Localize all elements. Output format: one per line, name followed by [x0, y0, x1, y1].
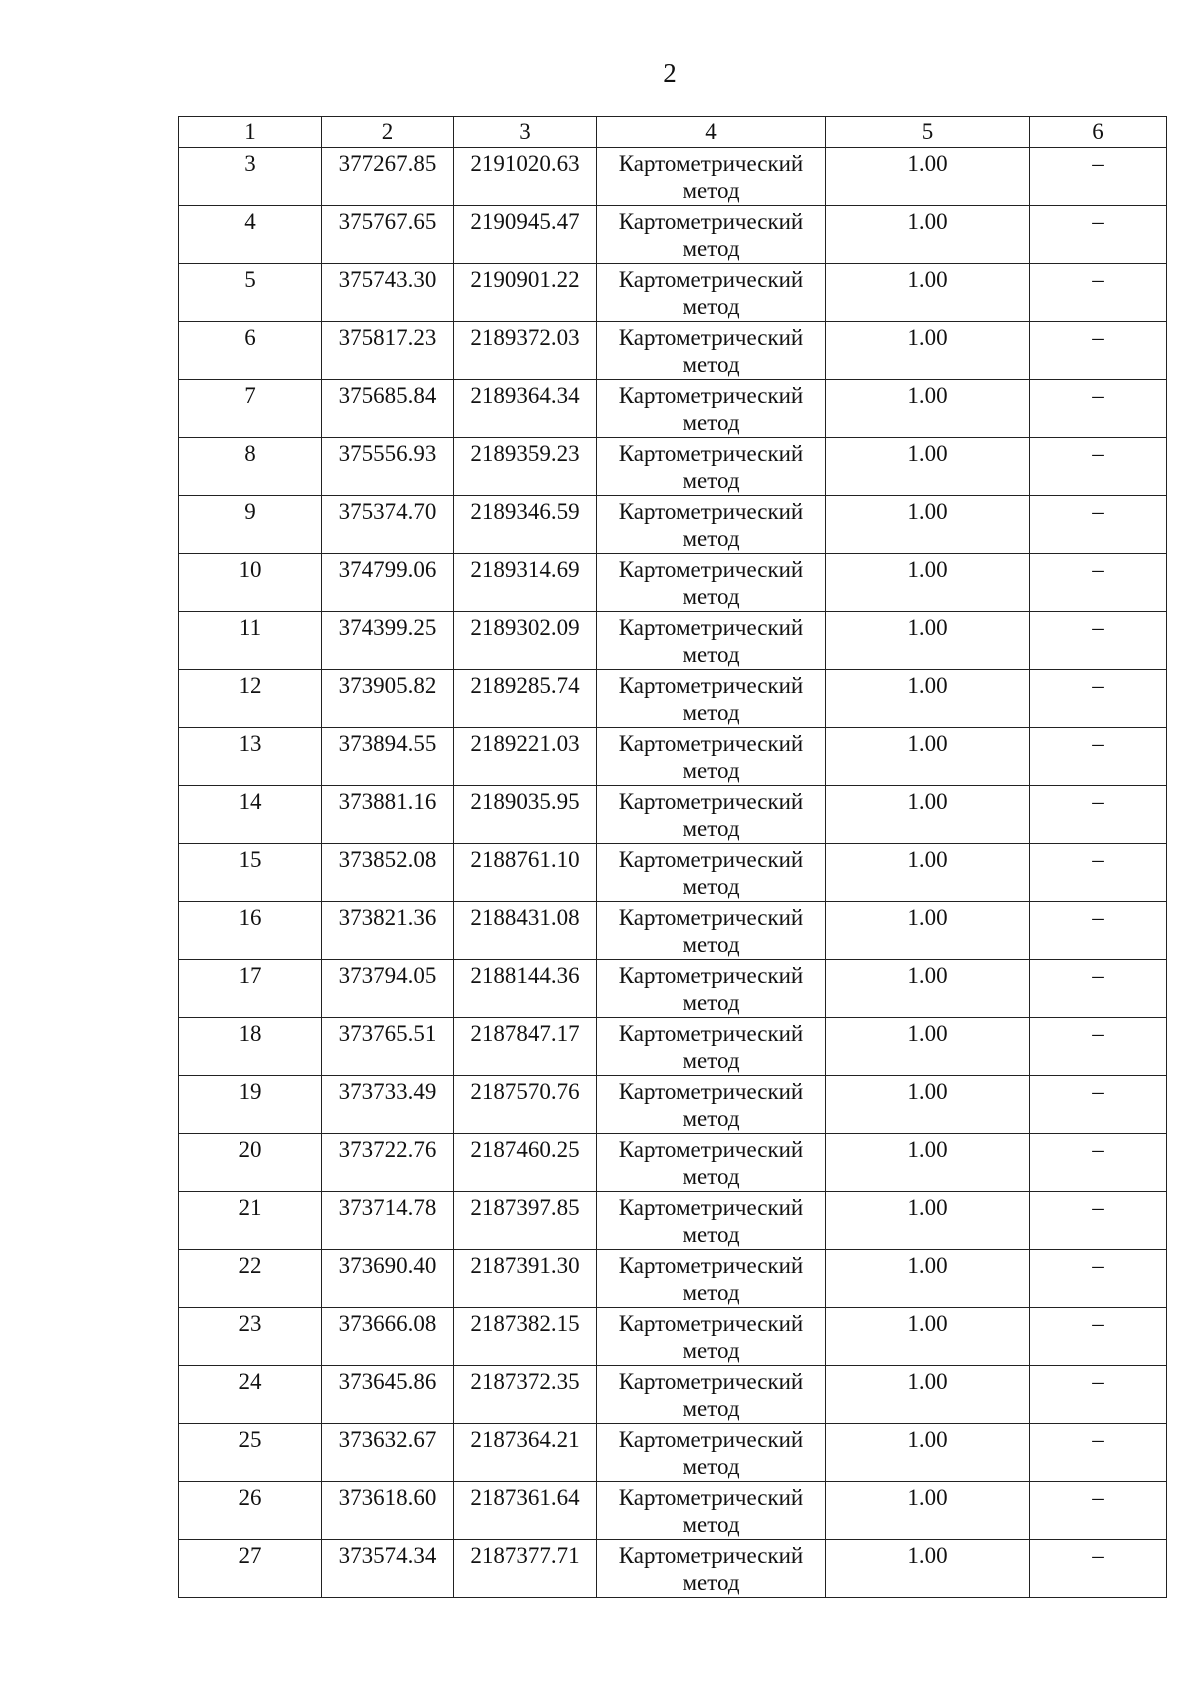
- accuracy-cell: 1.00: [826, 786, 1030, 844]
- y-coordinate-cell: 2187364.21: [454, 1424, 597, 1482]
- method-line-2: метод: [682, 468, 740, 493]
- accuracy-cell: 1.00: [826, 380, 1030, 438]
- x-coordinate-cell: 373821.36: [322, 902, 454, 960]
- method-line-2: метод: [682, 990, 740, 1015]
- accuracy-cell: 1.00: [826, 264, 1030, 322]
- note-cell: –: [1030, 1018, 1167, 1076]
- point-number-cell: 5: [179, 264, 322, 322]
- method-line-1: Картометрический: [618, 673, 804, 698]
- y-coordinate-cell: 2188144.36: [454, 960, 597, 1018]
- table-body: [179, 148, 1167, 1598]
- x-coordinate-cell: 373852.08: [322, 844, 454, 902]
- method-cell: [597, 728, 826, 786]
- method-cell: [597, 554, 826, 612]
- note-cell: –: [1030, 206, 1167, 264]
- x-coordinate-cell: 375767.65: [322, 206, 454, 264]
- method-line-2: метод: [682, 1570, 740, 1595]
- y-coordinate-cell: 2187570.76: [454, 1076, 597, 1134]
- point-number-cell: 24: [179, 1366, 322, 1424]
- method-line-1: Картометрический: [618, 1311, 804, 1336]
- method-line-1: Картометрический: [618, 1485, 804, 1510]
- y-coordinate-cell: 2187377.71: [454, 1540, 597, 1598]
- x-coordinate-cell: 373645.86: [322, 1366, 454, 1424]
- method-line-1: Картометрический: [618, 731, 804, 756]
- note-cell: –: [1030, 496, 1167, 554]
- method-line-2: метод: [682, 1338, 740, 1363]
- table-row: [179, 670, 1167, 728]
- point-number-cell: 26: [179, 1482, 322, 1540]
- y-coordinate-cell: 2190945.47: [454, 206, 597, 264]
- note-cell: –: [1030, 786, 1167, 844]
- x-coordinate-cell: 373733.49: [322, 1076, 454, 1134]
- y-coordinate-cell: 2188431.08: [454, 902, 597, 960]
- method-line-2: метод: [682, 1512, 740, 1537]
- method-cell: [597, 148, 826, 206]
- method-line-2: метод: [682, 1164, 740, 1189]
- column-header-3: 3: [454, 117, 597, 148]
- table-row: [179, 496, 1167, 554]
- point-number-cell: 15: [179, 844, 322, 902]
- method-line-1: Картометрический: [618, 847, 804, 872]
- y-coordinate-cell: 2187397.85: [454, 1192, 597, 1250]
- note-cell: –: [1030, 1076, 1167, 1134]
- x-coordinate-cell: 374399.25: [322, 612, 454, 670]
- point-number-cell: 3: [179, 148, 322, 206]
- point-number-cell: 17: [179, 960, 322, 1018]
- table-row: [179, 1482, 1167, 1540]
- point-number-cell: 9: [179, 496, 322, 554]
- column-header-4: 4: [597, 117, 826, 148]
- table-row: [179, 1540, 1167, 1598]
- method-line-1: Картометрический: [618, 325, 804, 350]
- point-number-cell: 25: [179, 1424, 322, 1482]
- y-coordinate-cell: 2187361.64: [454, 1482, 597, 1540]
- method-line-2: метод: [682, 874, 740, 899]
- table-row: [179, 380, 1167, 438]
- note-cell: –: [1030, 322, 1167, 380]
- method-line-1: Картометрический: [618, 151, 804, 176]
- x-coordinate-cell: 373690.40: [322, 1250, 454, 1308]
- coordinates-table: [178, 116, 1167, 1598]
- y-coordinate-cell: 2189346.59: [454, 496, 597, 554]
- note-cell: –: [1030, 380, 1167, 438]
- accuracy-cell: 1.00: [826, 1540, 1030, 1598]
- method-cell: [597, 264, 826, 322]
- method-line-2: метод: [682, 410, 740, 435]
- method-line-1: Картометрический: [618, 557, 804, 582]
- method-line-1: Картометрический: [618, 1079, 804, 1104]
- method-line-2: метод: [682, 1048, 740, 1073]
- x-coordinate-cell: 373666.08: [322, 1308, 454, 1366]
- y-coordinate-cell: 2189035.95: [454, 786, 597, 844]
- table-row: [179, 1250, 1167, 1308]
- method-cell: [597, 1250, 826, 1308]
- table-row: [179, 844, 1167, 902]
- x-coordinate-cell: 373722.76: [322, 1134, 454, 1192]
- y-coordinate-cell: 2189364.34: [454, 380, 597, 438]
- x-coordinate-cell: 375685.84: [322, 380, 454, 438]
- note-cell: –: [1030, 1424, 1167, 1482]
- table-header-row: [179, 117, 1167, 148]
- x-coordinate-cell: 375743.30: [322, 264, 454, 322]
- accuracy-cell: 1.00: [826, 1308, 1030, 1366]
- accuracy-cell: 1.00: [826, 322, 1030, 380]
- x-coordinate-cell: 374799.06: [322, 554, 454, 612]
- method-line-2: метод: [682, 1396, 740, 1421]
- method-line-2: метод: [682, 178, 740, 203]
- method-cell: [597, 380, 826, 438]
- method-cell: [597, 496, 826, 554]
- method-line-1: Картометрический: [618, 1427, 804, 1452]
- table-row: [179, 902, 1167, 960]
- method-cell: [597, 612, 826, 670]
- point-number-cell: 23: [179, 1308, 322, 1366]
- y-coordinate-cell: 2189285.74: [454, 670, 597, 728]
- method-line-1: Картометрический: [618, 209, 804, 234]
- method-line-2: метод: [682, 1222, 740, 1247]
- accuracy-cell: 1.00: [826, 902, 1030, 960]
- method-line-1: Картометрический: [618, 615, 804, 640]
- column-header-1: 1: [179, 117, 322, 148]
- method-line-1: Картометрический: [618, 499, 804, 524]
- table-row: [179, 1018, 1167, 1076]
- method-line-2: метод: [682, 1280, 740, 1305]
- accuracy-cell: 1.00: [826, 554, 1030, 612]
- note-cell: –: [1030, 554, 1167, 612]
- accuracy-cell: 1.00: [826, 206, 1030, 264]
- method-cell: [597, 902, 826, 960]
- x-coordinate-cell: 373905.82: [322, 670, 454, 728]
- method-line-2: метод: [682, 1454, 740, 1479]
- point-number-cell: 21: [179, 1192, 322, 1250]
- table-row: [179, 1308, 1167, 1366]
- note-cell: –: [1030, 960, 1167, 1018]
- accuracy-cell: 1.00: [826, 1366, 1030, 1424]
- note-cell: –: [1030, 1192, 1167, 1250]
- y-coordinate-cell: 2187382.15: [454, 1308, 597, 1366]
- accuracy-cell: 1.00: [826, 1134, 1030, 1192]
- y-coordinate-cell: 2189314.69: [454, 554, 597, 612]
- y-coordinate-cell: 2187460.25: [454, 1134, 597, 1192]
- accuracy-cell: 1.00: [826, 960, 1030, 1018]
- page-number: 2: [663, 58, 677, 88]
- y-coordinate-cell: 2187847.17: [454, 1018, 597, 1076]
- accuracy-cell: 1.00: [826, 1250, 1030, 1308]
- point-number-cell: 19: [179, 1076, 322, 1134]
- note-cell: –: [1030, 1308, 1167, 1366]
- method-line-2: метод: [682, 294, 740, 319]
- method-cell: [597, 322, 826, 380]
- note-cell: –: [1030, 438, 1167, 496]
- y-coordinate-cell: 2187391.30: [454, 1250, 597, 1308]
- accuracy-cell: 1.00: [826, 438, 1030, 496]
- point-number-cell: 4: [179, 206, 322, 264]
- column-header-2: 2: [322, 117, 454, 148]
- accuracy-cell: 1.00: [826, 1076, 1030, 1134]
- point-number-cell: 20: [179, 1134, 322, 1192]
- note-cell: –: [1030, 148, 1167, 206]
- accuracy-cell: 1.00: [826, 1192, 1030, 1250]
- method-line-1: Картометрический: [618, 789, 804, 814]
- point-number-cell: 27: [179, 1540, 322, 1598]
- method-cell: [597, 1018, 826, 1076]
- y-coordinate-cell: 2187372.35: [454, 1366, 597, 1424]
- accuracy-cell: 1.00: [826, 1482, 1030, 1540]
- method-cell: [597, 1366, 826, 1424]
- method-line-1: Картометрический: [618, 905, 804, 930]
- method-cell: [597, 438, 826, 496]
- table-row: [179, 612, 1167, 670]
- accuracy-cell: 1.00: [826, 728, 1030, 786]
- table-row: [179, 554, 1167, 612]
- method-line-1: Картометрический: [618, 1137, 804, 1162]
- table-row: [179, 264, 1167, 322]
- point-number-cell: 11: [179, 612, 322, 670]
- method-line-2: метод: [682, 1106, 740, 1131]
- method-cell: [597, 1192, 826, 1250]
- point-number-cell: 14: [179, 786, 322, 844]
- note-cell: –: [1030, 844, 1167, 902]
- table-row: [179, 1192, 1167, 1250]
- method-line-1: Картометрический: [618, 963, 804, 988]
- x-coordinate-cell: 375817.23: [322, 322, 454, 380]
- note-cell: –: [1030, 1366, 1167, 1424]
- y-coordinate-cell: 2189372.03: [454, 322, 597, 380]
- method-cell: [597, 1540, 826, 1598]
- method-line-2: метод: [682, 642, 740, 667]
- method-line-2: метод: [682, 352, 740, 377]
- x-coordinate-cell: 373632.67: [322, 1424, 454, 1482]
- note-cell: –: [1030, 728, 1167, 786]
- method-line-1: Картометрический: [618, 1543, 804, 1568]
- method-line-2: метод: [682, 816, 740, 841]
- table-row: [179, 206, 1167, 264]
- method-line-2: метод: [682, 236, 740, 261]
- accuracy-cell: 1.00: [826, 612, 1030, 670]
- method-cell: [597, 844, 826, 902]
- table-row: [179, 960, 1167, 1018]
- note-cell: –: [1030, 1482, 1167, 1540]
- note-cell: –: [1030, 1134, 1167, 1192]
- y-coordinate-cell: 2189221.03: [454, 728, 597, 786]
- point-number-cell: 12: [179, 670, 322, 728]
- table-row: [179, 1366, 1167, 1424]
- method-line-1: Картометрический: [618, 1253, 804, 1278]
- table-row: [179, 148, 1167, 206]
- method-cell: [597, 1076, 826, 1134]
- point-number-cell: 6: [179, 322, 322, 380]
- note-cell: –: [1030, 612, 1167, 670]
- accuracy-cell: 1.00: [826, 496, 1030, 554]
- y-coordinate-cell: 2189359.23: [454, 438, 597, 496]
- method-cell: [597, 1482, 826, 1540]
- method-cell: [597, 1424, 826, 1482]
- method-cell: [597, 786, 826, 844]
- table-row: [179, 728, 1167, 786]
- accuracy-cell: 1.00: [826, 844, 1030, 902]
- method-line-1: Картометрический: [618, 1021, 804, 1046]
- point-number-cell: 10: [179, 554, 322, 612]
- method-line-1: Картометрический: [618, 1195, 804, 1220]
- method-line-1: Картометрический: [618, 1369, 804, 1394]
- x-coordinate-cell: 373714.78: [322, 1192, 454, 1250]
- x-coordinate-cell: 377267.85: [322, 148, 454, 206]
- method-line-2: метод: [682, 758, 740, 783]
- method-cell: [597, 1134, 826, 1192]
- accuracy-cell: 1.00: [826, 1424, 1030, 1482]
- point-number-cell: 8: [179, 438, 322, 496]
- point-number-cell: 22: [179, 1250, 322, 1308]
- column-header-6: 6: [1030, 117, 1167, 148]
- x-coordinate-cell: 373894.55: [322, 728, 454, 786]
- point-number-cell: 7: [179, 380, 322, 438]
- y-coordinate-cell: 2188761.10: [454, 844, 597, 902]
- method-line-2: метод: [682, 932, 740, 957]
- x-coordinate-cell: 373794.05: [322, 960, 454, 1018]
- table-row: [179, 786, 1167, 844]
- table-row: [179, 438, 1167, 496]
- y-coordinate-cell: 2190901.22: [454, 264, 597, 322]
- table-row: [179, 1424, 1167, 1482]
- accuracy-cell: 1.00: [826, 148, 1030, 206]
- method-cell: [597, 670, 826, 728]
- x-coordinate-cell: 375374.70: [322, 496, 454, 554]
- table-row: [179, 1076, 1167, 1134]
- note-cell: –: [1030, 264, 1167, 322]
- method-line-2: метод: [682, 700, 740, 725]
- point-number-cell: 16: [179, 902, 322, 960]
- table-row: [179, 1134, 1167, 1192]
- accuracy-cell: 1.00: [826, 1018, 1030, 1076]
- x-coordinate-cell: 373574.34: [322, 1540, 454, 1598]
- x-coordinate-cell: 375556.93: [322, 438, 454, 496]
- note-cell: –: [1030, 1250, 1167, 1308]
- note-cell: –: [1030, 902, 1167, 960]
- y-coordinate-cell: 2191020.63: [454, 148, 597, 206]
- y-coordinate-cell: 2189302.09: [454, 612, 597, 670]
- table-row: [179, 322, 1167, 380]
- column-header-5: 5: [826, 117, 1030, 148]
- x-coordinate-cell: 373765.51: [322, 1018, 454, 1076]
- method-line-1: Картометрический: [618, 267, 804, 292]
- note-cell: –: [1030, 670, 1167, 728]
- note-cell: –: [1030, 1540, 1167, 1598]
- x-coordinate-cell: 373618.60: [322, 1482, 454, 1540]
- method-cell: [597, 960, 826, 1018]
- point-number-cell: 18: [179, 1018, 322, 1076]
- method-line-2: метод: [682, 526, 740, 551]
- point-number-cell: 13: [179, 728, 322, 786]
- method-line-2: метод: [682, 584, 740, 609]
- method-cell: [597, 206, 826, 264]
- accuracy-cell: 1.00: [826, 670, 1030, 728]
- x-coordinate-cell: 373881.16: [322, 786, 454, 844]
- method-cell: [597, 1308, 826, 1366]
- method-line-1: Картометрический: [618, 441, 804, 466]
- method-line-1: Картометрический: [618, 383, 804, 408]
